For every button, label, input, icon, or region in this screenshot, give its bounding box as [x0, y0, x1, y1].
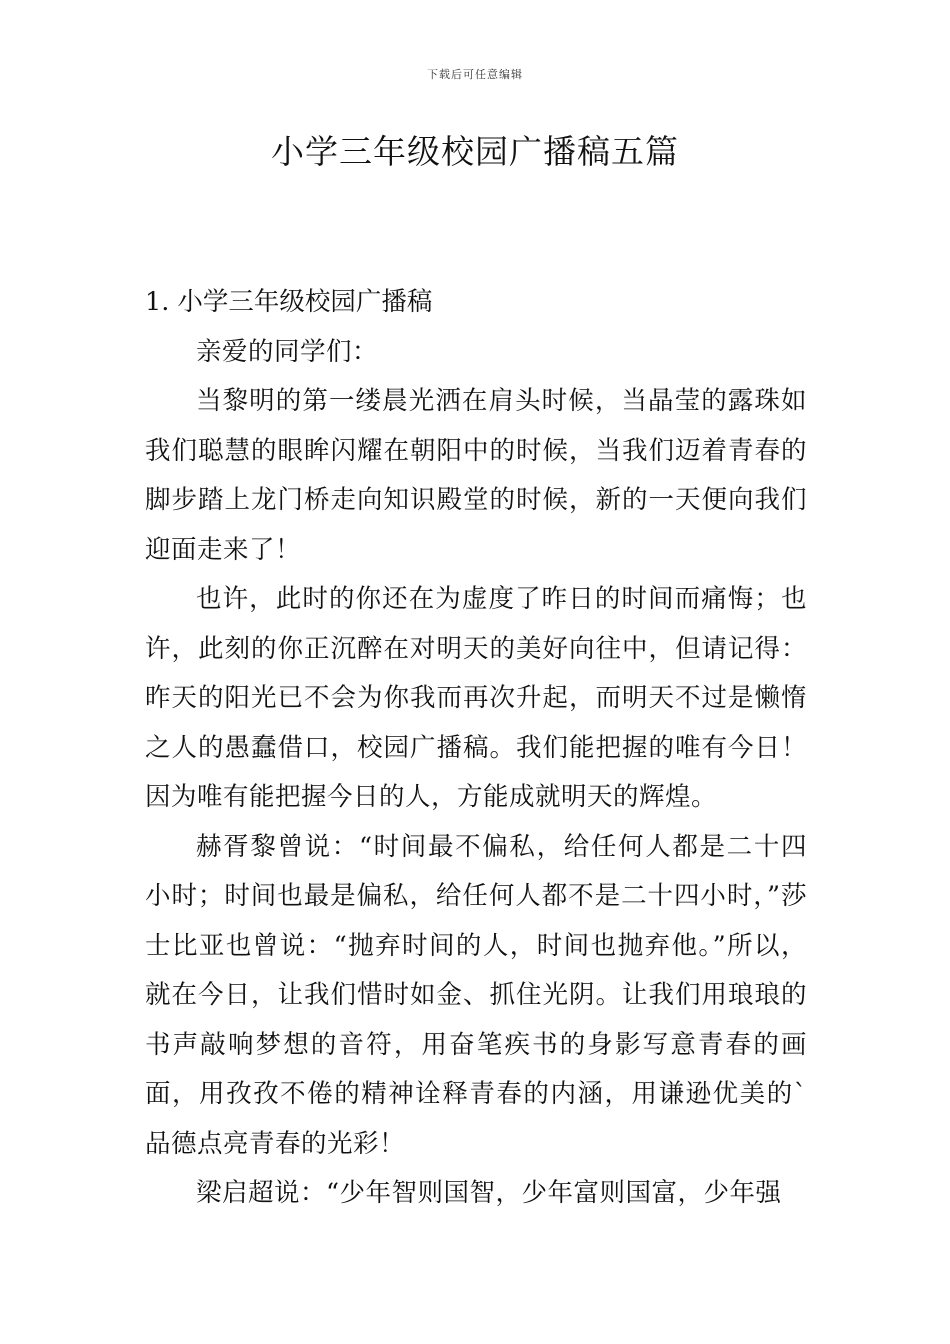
- body-paragraph: 梁启超说：“少年智则国智，少年富则国富，少年强: [196, 1178, 782, 1208]
- section-heading: 1. 小学三年级校园广播稿: [145, 287, 433, 317]
- salutation-paragraph: 亲爱的同学们：: [196, 336, 379, 367]
- body-paragraph: 赫胥黎曾说：“时间最不偏私，给任何人都是二十四小时；时间也最是偏私，给任何人都不是二十四小时，”莎士比亚也曾说：“抛弃时间的人，时间也抛弃他。”所以，就在今日，让我们惜时如金、抓住光阴。让我们用琅琅的书声敲响梦想的音符，用奋笔疾书的身影写意青春的画面，用孜孜不倦的精神诠释青春的内涵，用谦逊优美的`品德点亮青春的光彩！: [145, 831, 807, 1159]
- document-body: [145, 278, 807, 1219]
- body-paragraph: 也许，此时的你还在为虚度了昨日的时间而痛悔；也许，此刻的你正沉醉在对明天的美好向往中，但请记得：昨天的阳光已不会为你我而再次升起，而明天不过是懒惰之人的愚蠢借口，校园广播稿。我们能把握的唯有今日！因为唯有能把握今日的人，方能成就明天的辉煌。: [145, 584, 807, 812]
- body-paragraph: 当黎明的第一缕晨光洒在肩头时候，当晶莹的露珠如我们聪慧的眼眸闪耀在朝阳中的时候，当我们迈着青春的脚步踏上龙门桥走向知识殿堂的时候，新的一天便向我们迎面走来了！: [145, 386, 807, 565]
- header-note: 下载后可任意编辑: [427, 68, 523, 81]
- document-title: 小学三年级校园广播稿五篇: [271, 132, 679, 171]
